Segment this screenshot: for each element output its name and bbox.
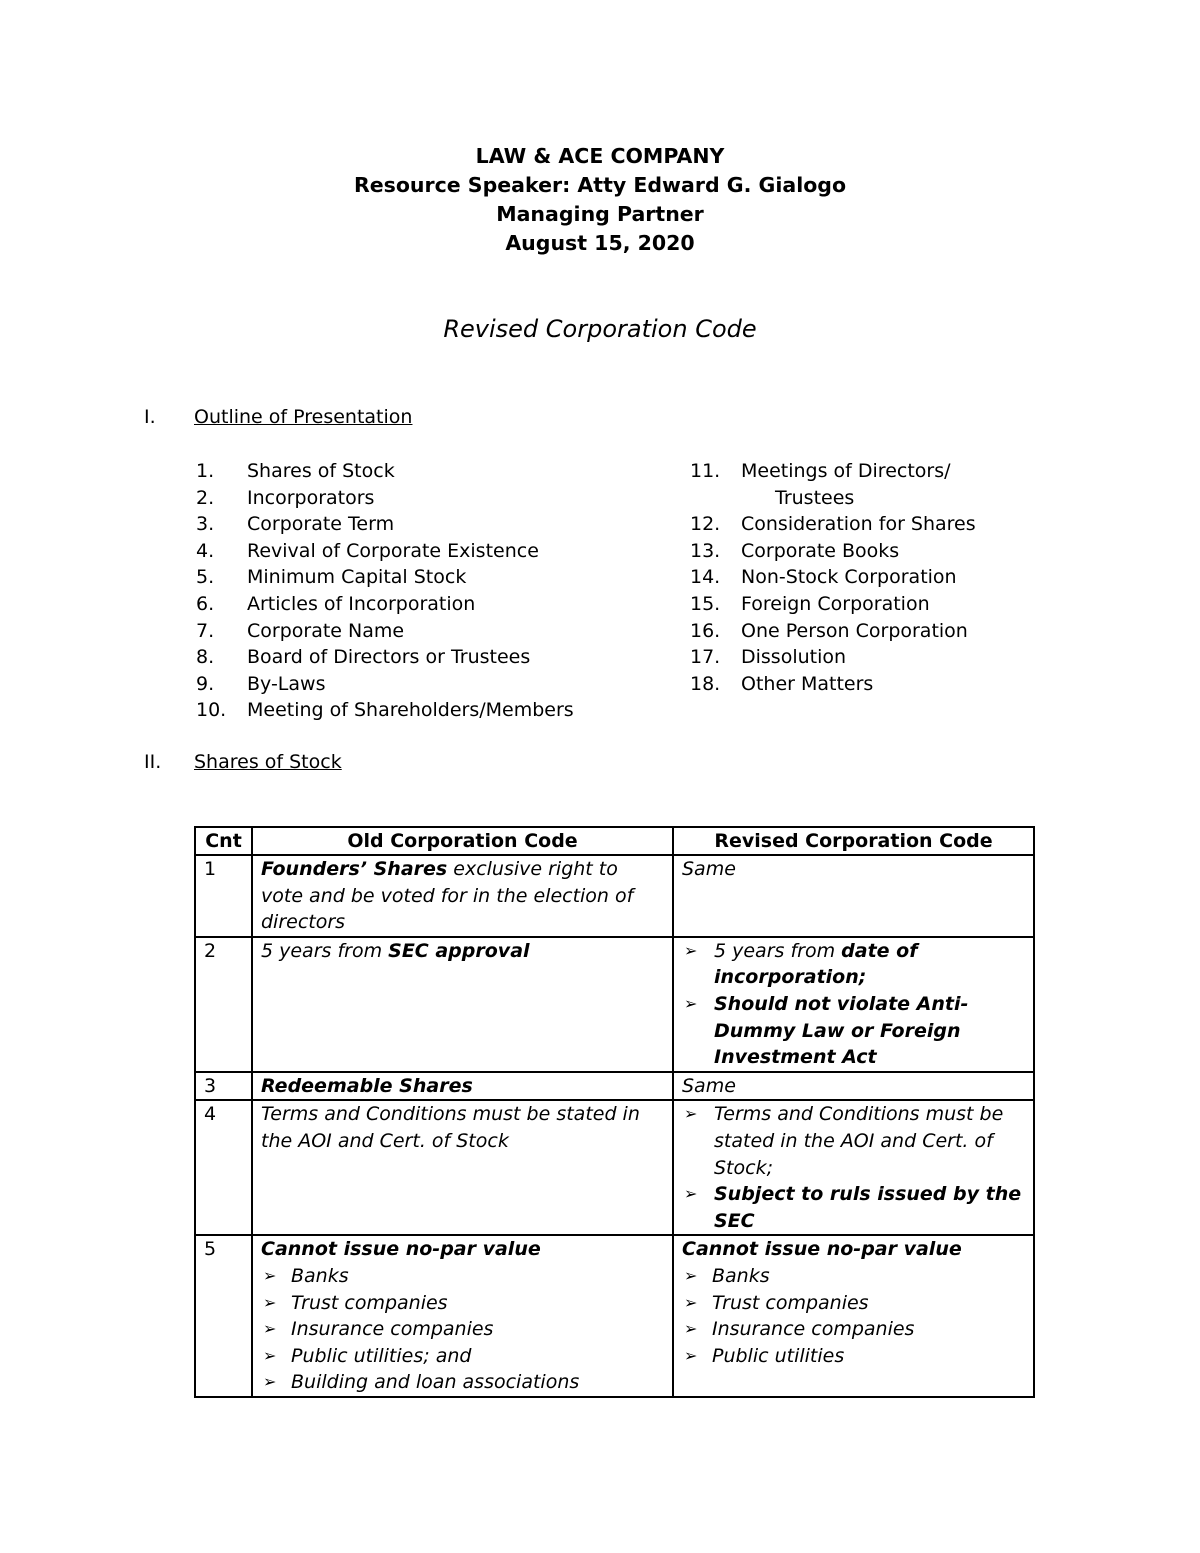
list-item: ➢ Public utilities <box>682 1343 1025 1370</box>
section-outline-heading <box>144 404 412 430</box>
old-code-cell: Redeemable Shares <box>252 1072 673 1101</box>
arrow-bullet-icon: ➢ <box>684 940 698 960</box>
outline-item: 4. Revival of Corporate Existence <box>196 539 539 562</box>
document-header <box>0 142 1200 258</box>
list-item: ➢ Public utilities; and <box>261 1343 664 1370</box>
resource-speaker: Resource Speaker: Atty Edward G. Gialogo <box>353 173 847 197</box>
outline-item: 6. Articles of Incorporation <box>196 592 476 615</box>
table-row <box>195 855 1034 937</box>
row-count: 2 <box>195 937 252 1072</box>
section-label: Outline of Presentation <box>194 406 413 428</box>
outline-item: 9. By-Laws <box>196 672 326 695</box>
arrow-bullet-icon: ➢ <box>263 1292 277 1312</box>
list-item: ➢ Trust companies <box>261 1290 664 1317</box>
old-code-cell: Cannot issue no-par value ➢ Banks ➢ Trust companies ➢ Insurance companies ➢ Public utilities; and ➢ Building and loan associations <box>252 1235 673 1397</box>
outline-item: 11. Meetings of Directors/ Trustees <box>690 460 951 509</box>
revised-code-cell: Same <box>673 855 1034 937</box>
company-name: LAW & ACE COMPANY <box>475 144 725 168</box>
presentation-date: August 15, 2020 <box>505 231 695 255</box>
list-item: ➢ Building and loan associations <box>261 1369 664 1396</box>
outline-list-left <box>196 458 656 724</box>
column-header: Old Corporation Code <box>252 827 673 855</box>
section-number: II. <box>144 751 162 773</box>
revised-code-cell: Same <box>673 1072 1034 1101</box>
outline-item: 1. Shares of Stock <box>196 460 395 482</box>
outline-item: 5. Minimum Capital Stock <box>196 566 467 589</box>
list-item: ➢ Terms and Conditions must be stated in the AOI and Cert. of Stock; <box>684 1103 1004 1179</box>
revised-code-cell <box>673 1100 1034 1235</box>
revised-code-cell: Cannot issue no-par value ➢ Banks ➢ Trust companies ➢ Insurance companies ➢ Public utilities <box>673 1235 1034 1397</box>
section-shares-heading <box>144 749 342 775</box>
arrow-bullet-icon: ➢ <box>263 1265 277 1285</box>
row-count: 4 <box>195 1100 252 1235</box>
list-item: ➢ Banks <box>682 1263 1025 1290</box>
section-label: Shares of Stock <box>194 751 342 773</box>
list-item: ➢ Trust companies <box>682 1290 1025 1317</box>
row-count: 3 <box>195 1072 252 1101</box>
arrow-bullet-icon: ➢ <box>263 1372 277 1392</box>
outline-item: 14. Non-Stock Corporation <box>690 566 957 589</box>
outline-item: 2. Incorporators <box>196 486 375 509</box>
outline-item: 13. Corporate Books <box>690 539 900 562</box>
old-code-cell: 5 years from SEC approval <box>252 937 673 1072</box>
table-row <box>195 1100 1034 1235</box>
outline-item: 3. Corporate Term <box>196 513 395 536</box>
list-item: ➢ 5 years from date of incorporation; <box>684 939 918 989</box>
table-header-row <box>195 827 1034 855</box>
outline-item: 18. Other Matters <box>690 672 874 695</box>
arrow-bullet-icon: ➢ <box>263 1345 277 1365</box>
outline-item: 15. Foreign Corporation <box>690 592 930 615</box>
arrow-bullet-icon: ➢ <box>684 993 698 1013</box>
document-title: Revised Corporation Code <box>443 315 757 343</box>
table-row <box>195 1072 1034 1101</box>
table-row <box>195 1235 1034 1397</box>
arrow-bullet-icon: ➢ <box>684 1184 698 1204</box>
old-code-cell: Terms and Conditions must be stated in the AOI and Cert. of Stock <box>252 1100 673 1235</box>
list-item: ➢ Insurance companies <box>682 1316 1025 1343</box>
arrow-bullet-icon: ➢ <box>684 1292 698 1312</box>
arrow-bullet-icon: ➢ <box>684 1319 698 1339</box>
row-count: 1 <box>195 855 252 937</box>
outline-item: 8. Board of Directors or Trustees <box>196 646 531 669</box>
outline-item: 17. Dissolution <box>690 646 847 669</box>
list-item: ➢ Should not violate Anti-Dummy Law or Foreign Investment Act <box>684 992 969 1069</box>
column-header: Cnt <box>195 827 252 855</box>
arrow-bullet-icon: ➢ <box>263 1319 277 1339</box>
outline-item: 7. Corporate Name <box>196 619 405 642</box>
arrow-bullet-icon: ➢ <box>684 1104 698 1124</box>
old-code-cell: Founders’ Shares exclusive right to vote and be voted for in the election of directors <box>252 855 673 937</box>
outline-list-right <box>690 458 1030 697</box>
section-number: I. <box>144 406 156 428</box>
list-item: ➢ Insurance companies <box>261 1316 664 1343</box>
table-row <box>195 937 1034 1072</box>
list-item: ➢ Banks <box>261 1263 664 1290</box>
outline-item: 16. One Person Corporation <box>690 619 968 642</box>
comparison-table <box>194 826 1035 1398</box>
speaker-position: Managing Partner <box>496 202 704 226</box>
arrow-bullet-icon: ➢ <box>684 1345 698 1365</box>
arrow-bullet-icon: ➢ <box>684 1265 698 1285</box>
outline-item: 10. Meeting of Shareholders/Members <box>196 699 574 722</box>
list-item: ➢ Subject to ruls issued by the SEC <box>684 1183 1022 1232</box>
column-header: Revised Corporation Code <box>673 827 1034 855</box>
outline-item: 12. Consideration for Shares <box>690 513 976 536</box>
row-count: 5 <box>195 1235 252 1397</box>
revised-code-cell <box>673 937 1034 1072</box>
